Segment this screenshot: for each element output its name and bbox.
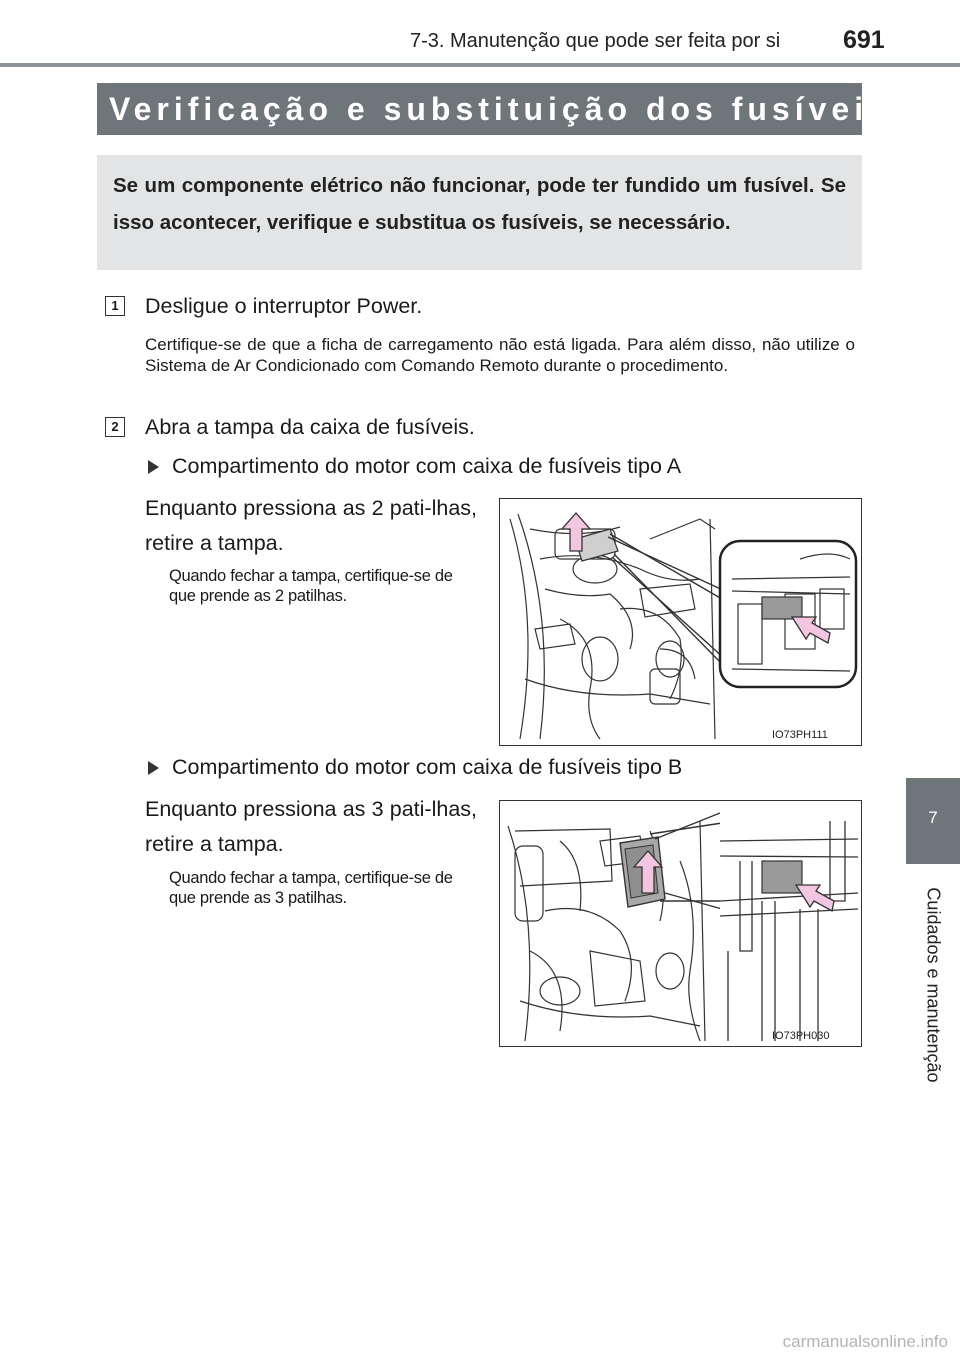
subsection-b-heading (148, 755, 682, 780)
chapter-label: Cuidados e manutenção (923, 887, 944, 1083)
figure-fuse-box-type-a (499, 498, 862, 746)
subsection-b-heading-text: Compartimento do motor com caixa de fusíveis tipo B (172, 755, 683, 779)
chapter-number: 7 (928, 808, 938, 827)
triangle-bullet-icon (148, 460, 159, 474)
header-rule (0, 63, 960, 67)
triangle-bullet-icon (148, 761, 159, 775)
step-1-note: Certifique-se de que a ficha de carregamento não está ligada. Para além disso, não utilize o Sistema de Ar Condicionado com Comando Remoto durante o procedimento. (145, 335, 855, 375)
page-number: 691 (843, 26, 885, 54)
section-title-bar (97, 83, 891, 135)
engine-bay-illustration-a (500, 499, 861, 745)
subsection-b-text: Enquanto pressiona as 3 pati-lhas, retire a tampa. (145, 797, 477, 856)
subsection-b-note: Quando fechar a tampa, certifique-se de que prende as 3 patilhas. (169, 869, 453, 907)
figure-a-code: IO73PH111 (772, 729, 828, 741)
intro-box: Se um componente elétrico não funcionar, pode ter fundido um fusível. Se isso acontecer, verifique e substitua os fusíveis, se necessário. (97, 155, 862, 270)
subsection-a-heading (148, 454, 681, 479)
step-number-2: 2 (105, 417, 125, 437)
section-title: Verificação e substituição dos fusíveis (109, 90, 891, 127)
watermark: carmanualsonline.info (782, 1332, 948, 1351)
subsection-a-text: Enquanto pressiona as 2 pati-lhas, retire a tampa. (145, 496, 477, 555)
figure-fuse-box-type-b (499, 800, 862, 1047)
step-2-text: Abra a tampa da caixa de fusíveis. (145, 415, 475, 439)
engine-bay-illustration-b (500, 801, 861, 1046)
step-number-1: 1 (105, 296, 125, 316)
running-head: 7-3. Manutenção que pode ser feita por si (410, 30, 781, 52)
subsection-a-note: Quando fechar a tampa, certifique-se de que prende as 2 patilhas. (169, 567, 453, 605)
subsection-a-heading-text: Compartimento do motor com caixa de fusíveis tipo A (172, 454, 682, 478)
step-1-text: Desligue o interruptor Power. (145, 294, 423, 318)
figure-b-code: IO73PH030 (772, 1030, 830, 1042)
